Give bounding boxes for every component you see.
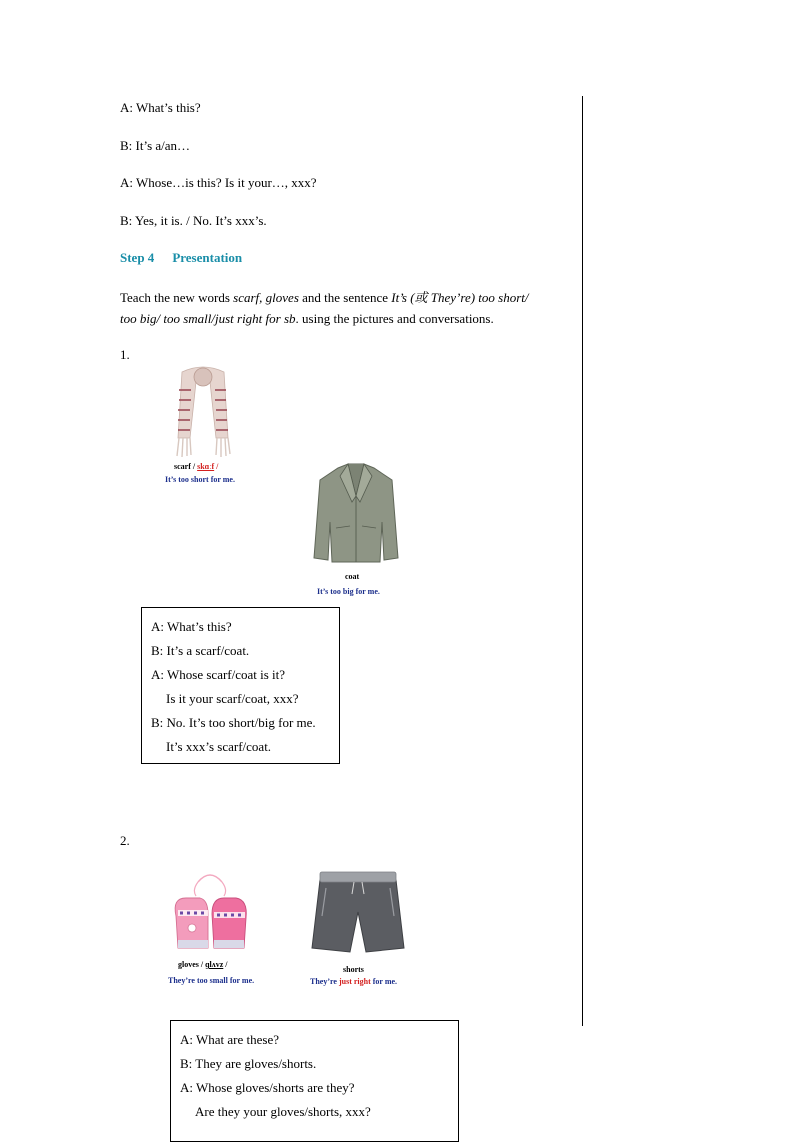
- box1-line-4: Is it your scarf/coat, xxx?: [166, 691, 299, 706]
- shorts-sentence-pre: They’re: [310, 977, 339, 986]
- scarf-caption: [174, 462, 218, 471]
- coat-image: [308, 462, 404, 568]
- box2-line-1: A: What are these?: [180, 1032, 280, 1047]
- teach-words: scarf, gloves: [233, 290, 299, 305]
- shorts-image: [306, 866, 410, 958]
- box2-line-2: B: They are gloves/shorts.: [180, 1056, 317, 1071]
- box2-line-4: Are they your gloves/shorts, xxx?: [195, 1104, 371, 1119]
- margin-rule: [582, 96, 583, 1026]
- scarf-phonetic-end: /: [214, 462, 219, 471]
- gloves-image: [166, 868, 254, 956]
- gloves-word: gloves /: [178, 960, 206, 969]
- dialogue-line-3: A: Whose…is this? Is it your…, xxx?: [120, 175, 317, 190]
- scarf-phonetic: skɑːf: [197, 462, 215, 471]
- dialogue-box-1: [141, 607, 340, 764]
- coat-sentence: It’s too big for me.: [317, 587, 380, 596]
- gloves-caption: [178, 960, 228, 969]
- item-2-number: 2.: [120, 833, 130, 848]
- coat-caption: coat: [345, 572, 360, 581]
- dialogue-line-4: B: Yes, it is. / No. It’s xxx’s.: [120, 213, 267, 228]
- shorts-caption: shorts: [343, 965, 364, 974]
- box2-line-3: A: Whose gloves/shorts are they?: [180, 1080, 355, 1095]
- gloves-phonetic-end: /: [223, 960, 228, 969]
- dialogue-box-2: [170, 1020, 459, 1142]
- teach-line-1: [120, 287, 529, 306]
- teach-prefix: Teach the new words: [120, 290, 234, 305]
- dialogue-line-2: B: It’s a/an…: [120, 138, 191, 153]
- scarf-sentence: It’s too short for me.: [165, 475, 235, 484]
- teach-line-2: [120, 311, 494, 327]
- dialogue-line-1: A: What’s this?: [120, 100, 201, 115]
- box1-line-1: A: What’s this?: [151, 619, 232, 634]
- step-label: Step 4: [120, 250, 155, 265]
- box1-line-6: It’s xxx’s scarf/coat.: [166, 739, 272, 754]
- scarf-image: [160, 360, 246, 460]
- gloves-sentence: They’re too small for me.: [168, 976, 255, 985]
- teach-suffix: . using the pictures and conversations.: [295, 311, 494, 326]
- shorts-sentence: [310, 977, 397, 986]
- step-heading: [120, 250, 242, 266]
- teach-sentence-1: It’s (或 They’re) too short/: [391, 290, 529, 305]
- shorts-sentence-highlight: just right: [338, 977, 371, 986]
- scarf-word: scarf /: [174, 462, 198, 471]
- gloves-phonetic: ɡlʌvz: [205, 960, 224, 969]
- item-1-number: 1.: [120, 347, 130, 362]
- box1-line-5: B: No. It’s too short/big for me.: [151, 715, 316, 730]
- shorts-sentence-post: for me.: [370, 977, 398, 986]
- teach-middle: and the sentence: [298, 290, 392, 305]
- step-title: Presentation: [172, 250, 243, 265]
- box1-line-3: A: Whose scarf/coat is it?: [151, 667, 286, 682]
- box1-line-2: B: It’s a scarf/coat.: [151, 643, 250, 658]
- teach-sentence-2: too big/ too small/just right for sb: [120, 311, 296, 326]
